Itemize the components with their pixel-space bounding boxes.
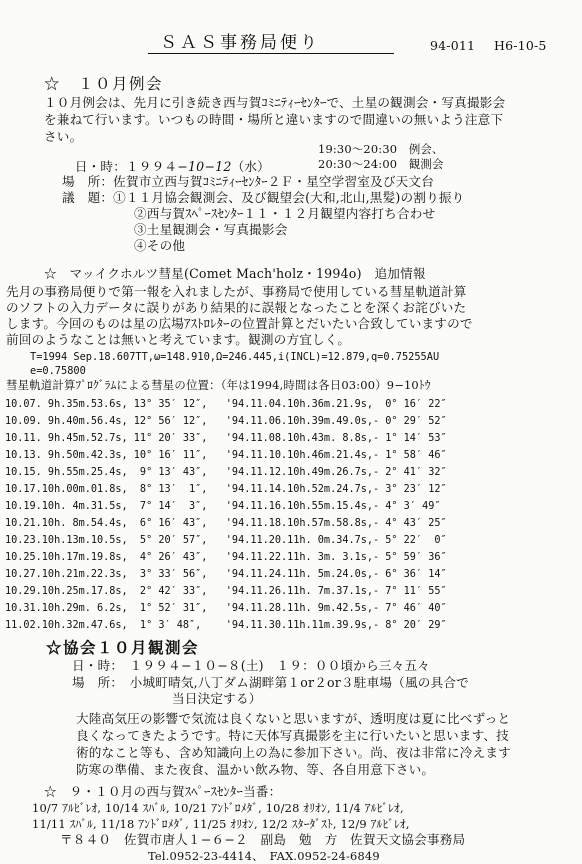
table-row: 10.25.10h.17m.19.8s, 4° 26′ 43″, '94.11.22.11h. 3m. 3.1s,- 5° 59′ 36″ bbox=[5, 552, 447, 563]
table-row: 10.07. 9h.35m.53.6s, 13° 35′ 12″, '94.11.04.10h.36m.21.9s, 0° 16′ 22″ bbox=[5, 399, 447, 410]
section2-body-line: 先月の事務局便りで第一報を入れましたが、事務局で使用している彗星軌道計算 bbox=[6, 284, 467, 299]
section-heading-comet: ☆ マッイクホルツ彗星(Comet Mach'holz・1994o) 追加情報 bbox=[44, 266, 426, 281]
orbital-elements-line: T=1994 Sep.18.607TT,ω=148.910,Ω=246.445,i(INCL)=12.879,q=0.75255AU bbox=[30, 351, 440, 363]
agenda-item: ③土星観測会・写真撮影会 bbox=[134, 222, 288, 237]
table-row: 10.31.10h.29m. 6.2s, 1° 52′ 31″, '94.11.28.11h. 9m.42.5s,- 7° 46′ 40″ bbox=[5, 603, 447, 614]
table-row: 10.23.10h.13m.10.5s, 5° 20′ 57″, '94.11.20.11h. 0m.34.7s,- 5° 22′ 0″ bbox=[5, 535, 447, 546]
table-row: 10.15. 9h.55m.25.4s, 9° 13′ 43″, '94.11.12.10h.49m.26.7s,- 2° 41′ 32″ bbox=[5, 467, 447, 478]
office-address: 〒８４０ 佐賀市唐人１−６−２ 副島 勉 方 佐賀天文協会事務局 bbox=[60, 832, 466, 847]
meeting-weekday: （水） bbox=[231, 159, 270, 174]
section3-body-line: 防寒の準備、また夜食、温かい飲み物、等、各自用意下さい。 bbox=[76, 762, 435, 777]
section2-body-line: のソフトの入力データに誤りがあり結果的に誤報となったことを深くお詫びいた bbox=[6, 300, 467, 315]
title-underline bbox=[148, 53, 394, 54]
table-row: 11.02.10h.32m.47.6s, 1° 3′ 48″, '94.11.30.11h.11m.39.9s,- 8° 20′ 29″ bbox=[5, 620, 447, 631]
office-contact: Tel.0952-23-4414、 FAX.0952-24-6849 bbox=[148, 849, 380, 863]
table-row: 10.19.10h. 4m.31.5s, 7° 14′ 3″, '94.11.16.10h.55m.15.4s,- 4° 3′ 49″ bbox=[5, 501, 441, 512]
section3-body-line: 術的なこと等も、含め知識向上の為に参加下さい。尚、夜は非常に冷えます bbox=[76, 745, 511, 760]
issue-number: 94-011 bbox=[430, 38, 476, 53]
section1-body-line: １０月例会は、先月に引き続き西与賀ｺﾐﾆﾃｨｰｾﾝﾀｰで、土星の観測会・写真撮影会 bbox=[44, 95, 506, 110]
meeting-day: 12 bbox=[215, 159, 232, 174]
table-row: 10.09. 9h.40m.56.4s, 12° 56′ 12″, '94.11.06.10h.39m.49.0s,- 0° 29′ 52″ bbox=[5, 416, 447, 427]
comet-table-caption: 彗星軌道計算ﾌﾟﾛｸﾞﾗﾑによる彗星の位置：（年は1994,時間は各日03:00）9−10ﾄｳ bbox=[6, 378, 431, 392]
agenda-item: 議 題：①１１月協会観測会、及び観望会(大和,北山,黒髪)の割り振り bbox=[62, 190, 465, 205]
orbital-elements-line: e=0.75800 bbox=[30, 365, 86, 377]
meeting-time-2: 20:30〜24:00 観測会 bbox=[318, 157, 444, 171]
section2-body-line: 前回のようなことは無いと考えています。観測の方宜しく。 bbox=[6, 332, 351, 347]
observation-place-note: 当日決定する） bbox=[172, 691, 262, 706]
table-row: 10.13. 9h.50m.42.3s, 10° 16′ 11″, '94.11.10.10h.46m.21.4s,- 1° 58′ 46″ bbox=[5, 450, 447, 461]
section3-body-line: 大陸高気圧の影響で気流は良くないと思いますが、透明度は夏に比べずっと bbox=[76, 711, 511, 726]
section-heading-observation: ☆協会１０月観測会 bbox=[46, 638, 200, 657]
newsletter-title: ＳＡＳ事務局便り bbox=[160, 33, 320, 53]
agenda-item: ④その他 bbox=[134, 238, 186, 253]
section-heading-duty: ☆ ９・１０月の西与賀ｽﾍﾟｰｽｾﾝﾀｰ当番： bbox=[44, 784, 282, 799]
meeting-time-1: 19:30〜20:30 例会、 bbox=[318, 142, 444, 156]
table-row: 10.11. 9h.45m.52.7s, 11° 20′ 33″, '94.11.08.10h.43m. 8.8s,- 1° 14′ 53″ bbox=[5, 433, 447, 444]
meeting-date-sep: − bbox=[204, 159, 216, 174]
meeting-place: 場 所：佐賀市立西与賀ｺﾐﾆﾃｨｰｾﾝﾀｰ２Ｆ・星空学習室及び天文台 bbox=[62, 174, 435, 189]
meeting-month: 10 bbox=[187, 159, 205, 174]
meeting-date-label: 日・時：１９９４− bbox=[74, 159, 188, 174]
section-heading-october-meeting: ☆ １０月例会 bbox=[44, 75, 164, 93]
section3-body-line: 良くなってきたようです。特に天体写真撮影を主に行いたいと思います、技 bbox=[76, 728, 509, 743]
section1-body-line: さい。 bbox=[44, 129, 83, 144]
agenda-item: ②西与賀ｽﾍﾟｰｽｾﾝﾀｰ１１・１２月観望内容打ち合わせ bbox=[134, 206, 436, 221]
observation-datetime: 日・時： １９９４−１０−８(土) １９：００頃から三々五々 bbox=[72, 658, 431, 673]
issue-date: H6-10-5 bbox=[494, 38, 547, 53]
duty-roster-line: 10/7 ｱﾙﾋﾞﾚｵ, 10/14 ｽﾊﾞﾙ, 10/21 ｱﾝﾄﾞﾛﾒﾀﾞ, 10/28 ｵﾘｵﾝ, 11/4 ｱﾙﾋﾞﾚｵ, bbox=[32, 801, 404, 815]
table-row: 10.29.10h.25m.17.8s, 2° 42′ 33″, '94.11.26.11h. 7m.37.1s,- 7° 11′ 55″ bbox=[5, 586, 447, 597]
observation-place: 場 所： 小城町晴気,八丁ダム湖畔第１or２or３駐車場（風の具合で bbox=[72, 675, 469, 690]
section1-body-line: を兼ねて行います。いつもの時間・場所と違いますので間違いの無いよう注意下 bbox=[44, 112, 504, 127]
table-row: 10.27.10h.21m.22.3s, 3° 33′ 56″, '94.11.24.11h. 5m.24.0s,- 6° 36′ 14″ bbox=[5, 569, 447, 580]
table-row: 10.17.10h.00m.01.8s, 8° 13′ 1″, '94.11.14.10h.52m.24.7s,- 3° 23′ 12″ bbox=[5, 484, 447, 495]
duty-roster-line: 11/11 ｽﾊﾞﾙ, 11/18 ｱﾝﾄﾞﾛﾒﾀﾞ, 11/25 ｵﾘｵﾝ, 12/2 ｽﾀｰﾀﾞｽﾄ, 12/9 ｱﾙﾋﾞﾚｵ, bbox=[32, 817, 410, 831]
section2-body-line: します。今回のものは星の広場ｱｽﾄﾛﾚﾀｰの位置計算とだいたい合致していますので bbox=[6, 316, 473, 331]
table-row: 10.21.10h. 8m.54.4s, 6° 16′ 43″, '94.11.18.10h.57m.58.8s,- 4° 43′ 25″ bbox=[5, 518, 447, 529]
